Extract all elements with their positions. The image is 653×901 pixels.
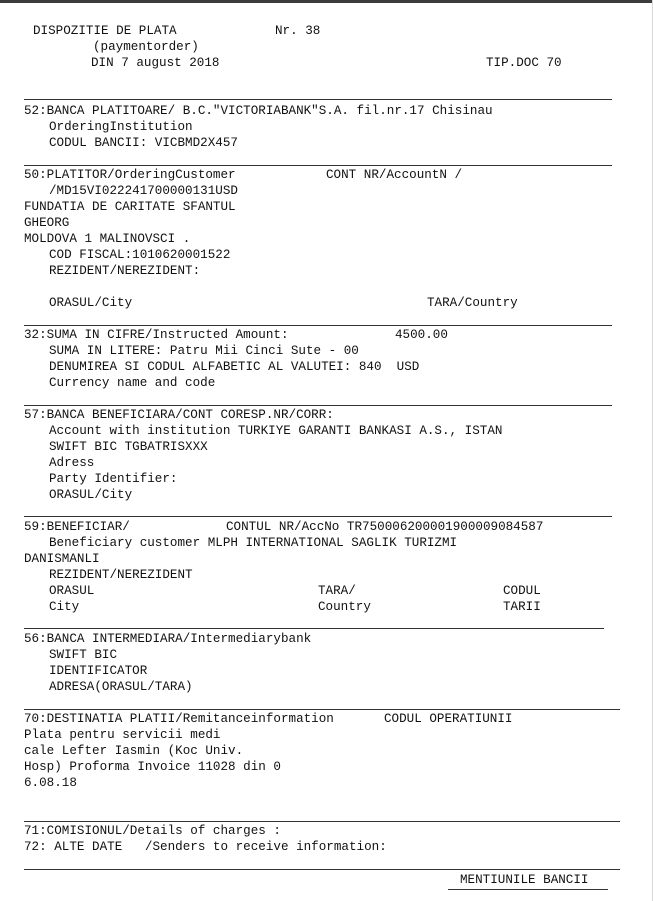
divider — [24, 405, 612, 406]
divider — [24, 516, 612, 517]
document-subtitle: (paymentorder) — [93, 40, 199, 54]
remittance-line: Hosp) Proforma Invoice 11028 din 0 — [24, 760, 281, 774]
sender-info: 72: ALTE DATE /Senders to receive information: — [24, 840, 387, 854]
beneficiary-account: CONTUL NR/AccNo TR750006200001900009084587 — [226, 520, 544, 534]
payer-address: MOLDOVA 1 MALINOVSCI . — [24, 232, 191, 246]
bank-code: CODUL BANCII: VICBMD2X457 — [49, 136, 238, 150]
beneficiary-country-label: TARA/ — [318, 584, 356, 598]
document-number: Nr. 38 — [275, 24, 321, 38]
remittance-label: 70:DESTINATIA PLATII/Remitanceinformation — [24, 712, 334, 726]
document-title: DISPOZITIE DE PLATA — [33, 24, 177, 38]
beneficiary-bank-label: 57:BANCA BENEFICIARA/CONT CORESP.NR/CORR: — [24, 408, 334, 422]
beneficiary-label: 59:BENEFICIAR/ — [24, 520, 130, 534]
instructed-amount-label: 32:SUMA IN CIFRE/Instructed Amount: — [24, 328, 289, 342]
beneficiary-customer: Beneficiary customer MLPH INTERNATIONAL SAGLIK TURIZMI — [49, 536, 458, 550]
intermediary-bank-label: 56:BANCA INTERMEDIARA/Intermediarybank — [24, 632, 312, 646]
divider — [24, 821, 620, 822]
ordering-bank: 52:BANCA PLATITOARE/ B.C."VICTORIABANK"S.A. fil.nr.17 Chisinau — [24, 104, 493, 118]
bank-city: ORASUL/City — [49, 488, 133, 502]
payer-name-cont: GHEORG — [24, 216, 70, 230]
window-top-border — [0, 0, 653, 3]
divider — [24, 869, 620, 870]
ordering-institution-label: OrderingInstitution — [49, 120, 193, 134]
divider — [24, 628, 604, 629]
document-type: TIP.DOC 70 — [486, 56, 562, 70]
bank-address-label: Adress — [49, 456, 95, 470]
ordering-customer-label: 50:PLATITOR/OrderingCustomer — [24, 168, 236, 182]
amount-in-words: SUMA IN LITERE: Patru Mii Cinci Sute - 00 — [49, 344, 359, 358]
payer-account: /MD15VI022241700000131USD — [49, 184, 238, 198]
intermediary-address: ADRESA(ORASUL/TARA) — [49, 680, 193, 694]
beneficiary-country-code: TARII — [503, 600, 541, 614]
payer-city: ORASUL/City — [49, 296, 133, 310]
divider — [24, 165, 612, 166]
intermediary-swift: SWIFT BIC — [49, 648, 118, 662]
account-label: CONT NR/AccountN / — [326, 168, 463, 182]
beneficiary-country: Country — [318, 600, 371, 614]
resident-status: REZIDENT/NEREZIDENT: — [49, 264, 201, 278]
remittance-line: Plata pentru servicii medi — [24, 728, 221, 742]
beneficiary-bank: Account with institution TURKIYE GARANTI BANKASI A.S., ISTAN — [49, 424, 503, 438]
operation-code-label: CODUL OPERATIUNII — [384, 712, 513, 726]
fiscal-code: COD FISCAL:1010620001522 — [49, 248, 231, 262]
payer-name: FUNDATIA DE CARITATE SFANTUL — [24, 200, 236, 214]
remittance-line: 6.08.18 — [24, 776, 77, 790]
currency-label: Currency name and code — [49, 376, 216, 390]
intermediary-identifier: IDENTIFICATOR — [49, 664, 148, 678]
payer-country: TARA/Country — [427, 296, 518, 310]
underline — [448, 889, 608, 890]
remittance-line: cale Lefter Iasmin (Koc Univ. — [24, 744, 244, 758]
instructed-amount: 4500.00 — [395, 328, 448, 342]
swift-bic: SWIFT BIC TGBATRISXXX — [49, 440, 208, 454]
bank-notes-label: MENTIUNILE BANCII — [460, 873, 589, 887]
beneficiary-city: City — [49, 600, 80, 614]
beneficiary-city-label: ORASUL — [49, 584, 95, 598]
beneficiary-country-code-label: CODUL — [503, 584, 541, 598]
beneficiary-resident: REZIDENT/NEREZIDENT — [49, 568, 193, 582]
currency-code: DENUMIREA SI CODUL ALFABETIC AL VALUTEI: 840 USD — [49, 360, 420, 374]
divider — [24, 325, 612, 326]
divider — [24, 99, 612, 100]
beneficiary-customer-cont: DANISMANLI — [24, 552, 100, 566]
document-date: DIN 7 august 2018 — [91, 56, 220, 70]
party-identifier: Party Identifier: — [49, 472, 178, 486]
divider — [24, 709, 620, 710]
charges-details: 71:COMISIONUL/Details of charges : — [24, 824, 281, 838]
